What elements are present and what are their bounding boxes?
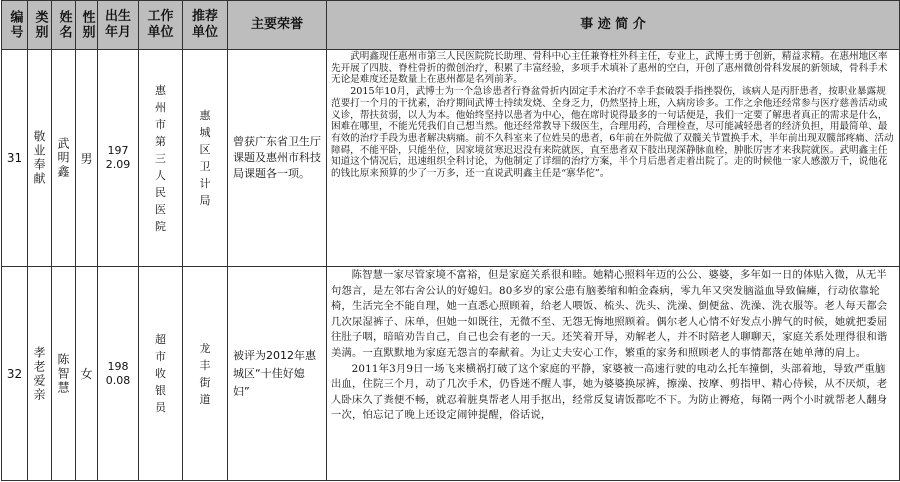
table-row	[2, 267, 900, 481]
cell-no: 31	[2, 50, 28, 267]
cell-summary	[327, 50, 900, 267]
header-summary: 事 迹 简 介	[327, 1, 900, 50]
cell-honors: 被评为2012年惠城区“十佳好媳妇”	[228, 267, 327, 481]
summary-paragraph: 2015年10月，武博士为一个急诊患者行脊盆骨折内固定手术治疗不幸手套破裂手指挫裂伤，该病人是丙肝患者，按职业暴露规范要打一个月的干扰素，治疗期间武博士持续发烧、全身乏力，仍然坚持上班，入病房诊多。工作之余他还经常参与医疗慈善活动或义诊，帮扶贫弱，以人为本。他始终坚持以患者为中心，他在席时说得最多的一句话便是，我们一定要了解患者真正的需求是什么，困难在哪里，不能光凭我们自己想当然。他还经常教导下级医生，合理用药，合理检查，尽可能减轻患者的经济负担，用最简单、最有效的治疗手段为患者解决病痛。前不久科室来了位姓吴的患者，6年前在外院做了双髋关节置换手术，半年前出现双髋部疼痛、活动障碍，不能平卧，只能坐位，因家境贫寒迟迟没有来院就医，直至患者双下肢出现深静脉血栓，肿胀厉害才来我院就医。武明鑫主任知道这个情况后，迅速组织全科讨论，为他制定了详细的治疗方案，半个月后患者走着出院了。走的时候他一家人感激万千，说他花的钱比原来预算的少了一万多，还一直说武明鑫主任是“寨华佗”。	[331, 86, 894, 180]
cell-recommender: 龙丰街道	[183, 267, 228, 481]
cell-honors: 曾获广东省卫生厅课题及惠州市科技局课题各一项。	[228, 50, 327, 267]
header-recommender: 推荐单位	[183, 1, 228, 50]
cell-gender: 男	[76, 50, 98, 267]
header-honors: 主要荣誉	[228, 1, 327, 50]
table-row	[2, 50, 900, 267]
cell-name: 武明鑫	[52, 50, 76, 267]
recommendation-table	[1, 0, 900, 481]
summary-paragraph: 2011年3月9日一场飞来横祸打破了这个家庭的平静，家婆被一高速行驶的电动么托车撞倒，头部着地，导致严重脑出血，住院三个月，动了几次手术，仍昏迷不醒人事，她为婆婆换尿裤，擦澡、按摩、剪指甲、精心侍候，从不厌烦，老人卧床久了粪便不畅，就忍着脏臭帮老人用手抠出，经常反复请饭都吃不下。为防止褥疮，每隔一两个小时就帮老人翻身一次，怕忘记了晚上还设定闹钟提醒，俗话说，	[331, 362, 888, 422]
header-no: 编号	[2, 1, 28, 50]
cell-unit: 超市收银员	[139, 267, 183, 481]
summary-paragraph: 武明鑫现任惠州市第三人民医院院长助理、骨科中心主任兼脊柱外科主任，专业上，武博士勇于创新，精益求精。在惠州地区率先开展了四肢、脊柱骨折的微创治疗，积累了丰富经验，多项手术填补了惠州的空白，开创了惠州微创骨科发展的新领域，骨科手术无论是难度还是数量上在惠州都是名列前茅。	[331, 51, 888, 86]
summary-paragraph: 陈智慧一家尽管家境不富裕，但是家庭关系很和睦。她精心照料年迈的公公、婆婆，多年如一日的体贴入微，从无半句怨言，是左邻右舍公认的好媳妇。80多岁的家公患有脑萎缩和帕金森病，零九年又突发脑溢血导致偏瘫，行动依靠轮椅，生活完全不能自理，她一直悉心照顾着，给老人喂饭、梳头、洗头、洗澡、倒便盆、洗澡、洗衣服等。老人每天都会几次尿湿裤子、床单，但她一如既往，无微不至、无怨无悔地照顾着。偶尔老人心情不好发点小脾气的时候，她就把委屈往肚子咽，暗暗劝告自己，自己也会有老的一天。还笑着开导，劝解老人，并不时陪老人聊聊天，家庭关系处理得很和谐美满。一直默默地为家庭无怨言的奉献着。为让丈夫安心工作，繁重的家务和照顾老人的事情都落在她单薄的肩上。	[331, 269, 888, 359]
header-name: 姓名	[52, 1, 76, 50]
header-unit: 工作单位	[139, 1, 183, 50]
cell-category: 孝老爱亲	[28, 267, 52, 481]
header-gender: 性别	[76, 1, 98, 50]
cell-gender: 女	[76, 267, 98, 481]
cell-no: 32	[2, 267, 28, 481]
cell-recommender: 惠城区卫计局	[183, 50, 228, 267]
cell-birth: 1972.09	[98, 50, 139, 267]
header-birth: 出生年月	[98, 1, 139, 50]
cell-category: 敬业奉献	[28, 50, 52, 267]
cell-unit: 惠州市第三人民医院	[139, 50, 183, 267]
table-header-row	[2, 1, 900, 50]
cell-summary	[327, 267, 900, 481]
cell-birth: 1980.08	[98, 267, 139, 481]
cell-name: 陈智慧	[52, 267, 76, 481]
header-category: 类别	[28, 1, 52, 50]
